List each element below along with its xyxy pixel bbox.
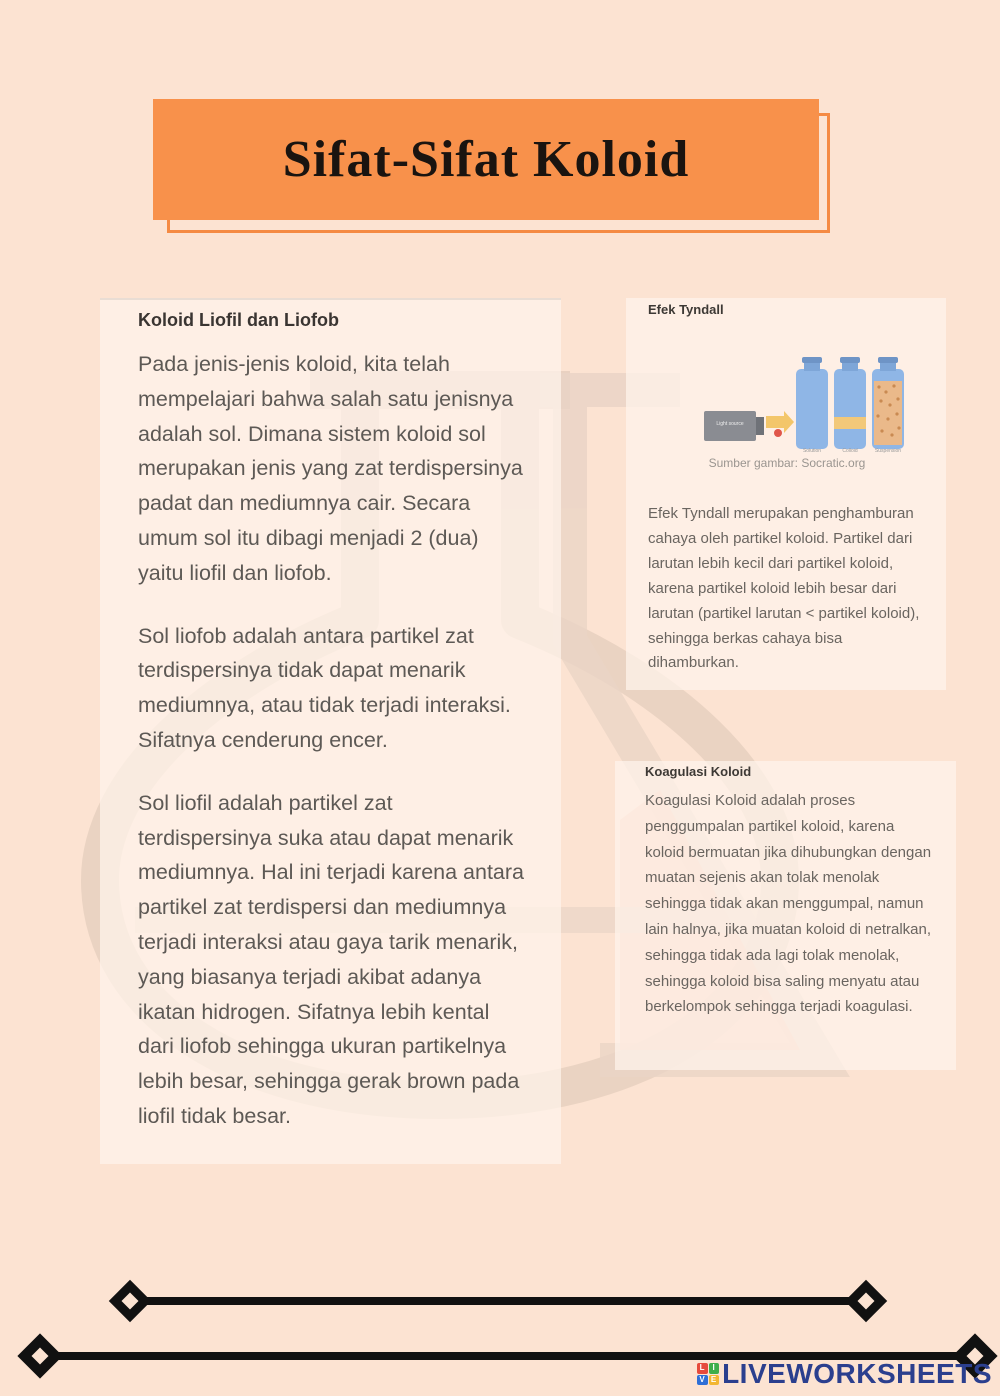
bottle-solution-icon: [796, 357, 828, 449]
image-caption: Sumber gambar: Socratic.org: [708, 456, 866, 470]
diamond-icon: [845, 1280, 887, 1322]
watermark-text: LIVEWORKSHEETS: [722, 1358, 992, 1389]
label-suspension: Suspension: [874, 448, 902, 454]
light-source-label: Light source: [716, 421, 744, 427]
label-colloid: Colloid: [842, 448, 858, 454]
tyndall-text: Efek Tyndall merupakan penghamburan cahaya oleh partikel koloid. Partikel dari larutan lebih kecil dari partikel koloid, karena partikel koloid lebih besar dari larutan (partikel larutan < partikel koloid), sehingga berkas cahaya bisa dihamburkan.: [648, 505, 920, 672]
tyndall-figure: [648, 321, 928, 449]
liofil-paragraph: Sol liofob adalah antara partikel zat terdispersinya tidak dapat menarik mediumnya, atau tidak terjadi interaksi. Sifatnya cenderung encer.: [138, 623, 511, 752]
diamond-icon: [17, 1333, 62, 1378]
liveworksheets-watermark: [697, 1358, 992, 1390]
koagulasi-text: Koagulasi Koloid adalah proses penggumpalan partikel koloid, karena koloid bermuatan jika dihubungkan dengan muatan sejenis akan tolak menolak sehingga tidak akan menggumpal, namun lain halnya, jika muatan koloid di netralkan, sehingga tidak ada lagi tolak menolak, sehingga koloid bisa saling menyatu atau berkelompok sehingga terjadi koagulasi.: [645, 792, 932, 1016]
tyndall-heading: Efek Tyndall: [648, 302, 724, 317]
koagulasi-heading: Koagulasi Koloid: [645, 764, 752, 779]
label-solution: Solution: [802, 448, 822, 454]
liofil-liofob-heading: Koloid Liofil dan Liofob: [138, 310, 339, 330]
liofil-paragraph: Sol liofil adalah partikel zat terdispersinya suka atau dapat menarik mediumnya. Hal ini terjadi karena antara partikel zat terdispersi dan mediumnya terjadi interaksi atau gaya tarik menarik, yang biasanya terjadi akibat adanya ikatan hidrogen. Sifatnya lebih kental dari liofob sehingga ukuran partikelnya lebih besar, sehingga gerak brown pada liofil tidak besar.: [138, 790, 525, 1128]
bottle-suspension-icon: [872, 357, 904, 449]
diamond-icon: [109, 1280, 151, 1322]
koagulasi-card: [615, 761, 956, 1070]
liofil-liofob-card: [100, 298, 561, 1164]
page-title: Sifat-Sifat Koloid: [282, 131, 690, 188]
liveworksheets-logo-icon: L I V E: [697, 1363, 719, 1385]
title-banner: [153, 99, 819, 220]
tyndall-card: [626, 298, 946, 690]
bottle-colloid-icon: [834, 357, 866, 449]
liofil-paragraph: Pada jenis-jenis koloid, kita telah mempelajari bahwa salah satu jenisnya adalah sol. Dimana sistem koloid sol merupakan jenis yang zat terdispersinya padat dan mediumnya cair. Secara umum sol itu dibagi menjadi 2 (dua) yaitu liofil dan liofob.: [138, 352, 523, 585]
